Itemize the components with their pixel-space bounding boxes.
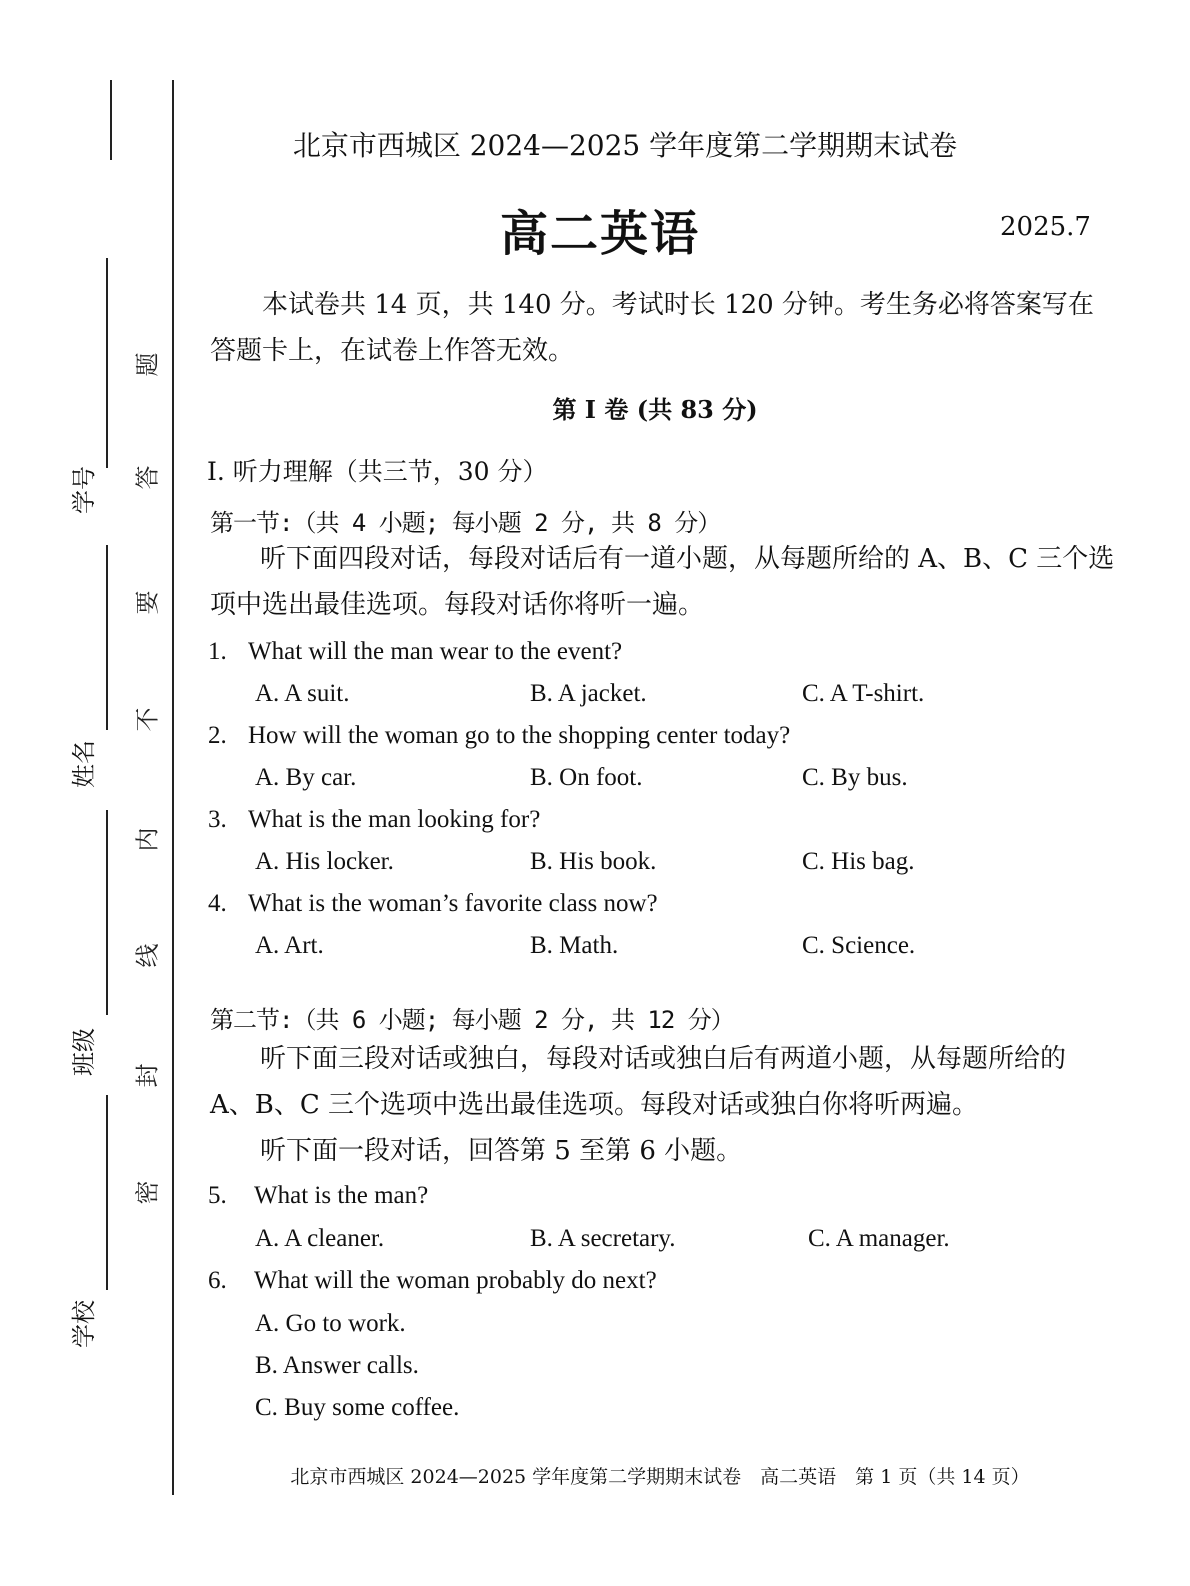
section2-sub-instruction: 听下面一段对话，回答第 5 至第 6 小题。 [260,1136,743,1166]
q6-option-b: B. Answer calls. [255,1352,419,1379]
question-text: What is the man looking for? [248,806,541,833]
question-number: 1. [208,638,227,665]
question-number: 2. [208,722,227,749]
q3-option-b: B. His book. [530,848,657,875]
student-id-underline [106,258,108,468]
class-underline [106,810,108,1015]
question-number: 6. [208,1267,227,1294]
section-heading: I. 听力理解（共三节，30 分） [207,457,548,486]
section2-subheading: 第二节:（共 6 小题; 每小题 2 分, 共 12 分） [210,1006,734,1034]
q5-option-b: B. A secretary. [530,1225,676,1252]
question-text: How will the woman go to the shopping center today? [248,722,791,749]
seal-char-4: 不 [133,707,162,732]
q3-option-c: C. His bag. [802,848,915,875]
q4-option-a: A. Art. [255,932,324,959]
q3-option-a: A. His locker. [255,848,394,875]
section1-subheading: 第一节:（共 4 小题; 每小题 2 分, 共 8 分） [210,509,721,537]
question-4 [208,890,658,918]
question-6 [208,1267,657,1295]
part-title: 第 I 卷 (共 83 分) [552,395,758,424]
binding-line [172,80,174,1495]
section2-instruction: 听下面三段对话或独白，每段对话或独白后有两道小题，从每题所给的 A、B、C 三个选项中选出最佳选项。每段对话或独白你将听两遍。 [210,1044,1067,1120]
q1-option-b: B. A jacket. [530,680,647,707]
section1-instruction: 听下面四段对话，每段对话后有一道小题，从每题所给的 A、B、C 三个选项中选出最佳选项。每段对话你将听一遍。 [210,544,1115,620]
name-label: 姓名 [70,740,98,788]
q6-option-c: C. Buy some coffee. [255,1394,460,1421]
question-text: What will the man wear to the event? [248,638,623,665]
exam-date: 2025.7 [1000,212,1091,242]
q1-option-c: C. A T-shirt. [802,680,925,707]
question-2 [208,722,790,750]
seal-char-8: 密 [133,1180,162,1205]
question-5 [208,1182,428,1210]
q2-option-b: B. On foot. [530,764,643,791]
school-label: 学校 [70,1300,98,1348]
q5-option-c: C. A manager. [808,1225,950,1252]
class-label: 班级 [70,1028,98,1076]
q6-option-a: A. Go to work. [255,1310,406,1337]
school-underline [106,1095,108,1290]
seal-char-7: 封 [133,1063,162,1088]
q4-option-c: C. Science. [802,932,916,959]
question-3 [208,806,540,834]
page-footer: 北京市西城区 2024—2025 学年度第二学期期末试卷 高二英语 第 1 页（共 14 页） [290,1466,1030,1488]
question-number: 3. [208,806,227,833]
seal-char-1: 题 [133,352,162,377]
main-title: 高二英语 [499,206,700,262]
intro-paragraph: 本试卷共 14 页，共 140 分。考试时长 120 分钟。考生务必将答案写在答题卡上，在试卷上作答无效。 [210,290,1094,366]
name-underline [106,545,108,730]
question-text: What is the woman’s favorite class now? [248,890,658,917]
q2-option-c: C. By bus. [802,764,908,791]
seal-char-6: 线 [133,943,162,968]
page-title: 北京市西城区 2024—2025 学年度第二学期期末试卷 [292,129,958,162]
q5-option-a: A. A cleaner. [255,1225,385,1252]
question-number: 5. [208,1182,227,1209]
seal-char-2: 答 [133,465,162,490]
q2-option-a: A. By car. [255,764,357,791]
question-1 [208,638,622,666]
q1-option-a: A. A suit. [255,680,350,707]
question-text: What will the woman probably do next? [254,1267,657,1294]
seal-char-5: 内 [133,827,162,852]
student-id-label: 学号 [70,466,98,514]
seal-char-3: 要 [133,590,162,615]
question-text: What is the man? [254,1182,429,1209]
question-number: 4. [208,890,227,917]
q4-option-b: B. Math. [530,932,619,959]
